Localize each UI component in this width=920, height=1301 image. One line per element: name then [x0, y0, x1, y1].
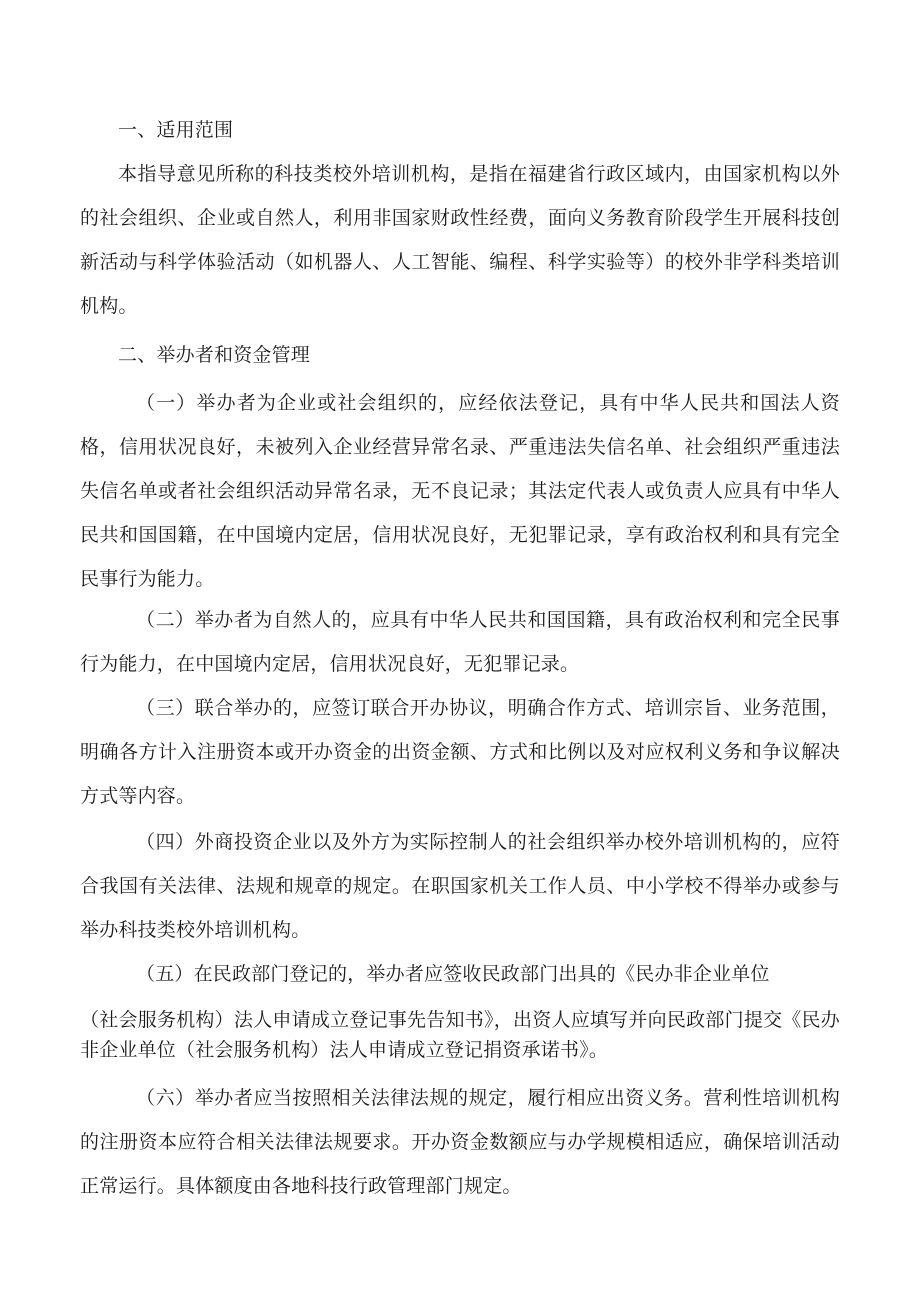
paragraph-organizer-5: （五）在民政部门登记的，举办者应签收民政部门出具的《民办非企业单位	[136, 963, 770, 985]
paragraph-organizer-3: （三）联合举办的，应签订联合开办协议，明确合作方式、培训宗旨、业务范围，明确各方计入注册资本或开办资金的出资金额、方式和比例以及对应权利义务和争议解决方式等内容。	[80, 697, 840, 807]
paragraph-organizer-6: （六）举办者应当按照相关法律法规的规定，履行相应出资义务。营利性培训机构的注册资本应符合相关法律法规要求。开办资金数额应与办学规模相适应，确保培训活动正常运行。具体额度由各地科技行政管理部门规定。	[80, 1087, 840, 1197]
section-heading-scope: 一、适用范围	[118, 119, 234, 141]
paragraph-organizer-2: （二）举办者为自然人的，应具有中华人民共和国国籍，具有政治权利和完全民事行为能力，在中国境内定居，信用状况良好，无犯罪记录。	[80, 609, 840, 675]
paragraph-scope-definition: 本指导意见所称的科技类校外培训机构，是指在福建省行政区域内，由国家机构以外的社会组织、企业或自然人，利用非国家财政性经费，面向义务教育阶段学生开展科技创新活动与科学体验活动（如机器人、人工智能、编程、科学实验等）的校外非学科类培训机构。	[80, 163, 840, 317]
section-heading-organizer: 二、举办者和资金管理	[118, 344, 311, 366]
paragraph-organizer-1: （一）举办者为企业或社会组织的，应经依法登记，具有中华人民共和国法人资格，信用状况良好，未被列入企业经营异常名录、严重违法失信名单、社会组织严重违法失信名单或者社会组织活动异常名录，无不良记录；其法定代表人或负责人应具有中华人民共和国国籍，在中国境内定居，信用状况良好，无犯罪记录，享有政治权利和具有完全民事行为能力。	[80, 392, 840, 590]
paragraph-organizer-5-continued: （社会服务机构）法人申请成立登记事先告知书》，出资人应填写并向民政部门提交《民办非企业单位（社会服务机构）法人申请成立登记捐资承诺书》。	[80, 1009, 840, 1061]
paragraph-organizer-4: （四）外商投资企业以及外方为实际控制人的社会组织举办校外培训机构的，应符合我国有关法律、法规和规章的规定。在职国家机关工作人员、中小学校不得举办或参与举办科技类校外培训机构。	[80, 831, 840, 941]
